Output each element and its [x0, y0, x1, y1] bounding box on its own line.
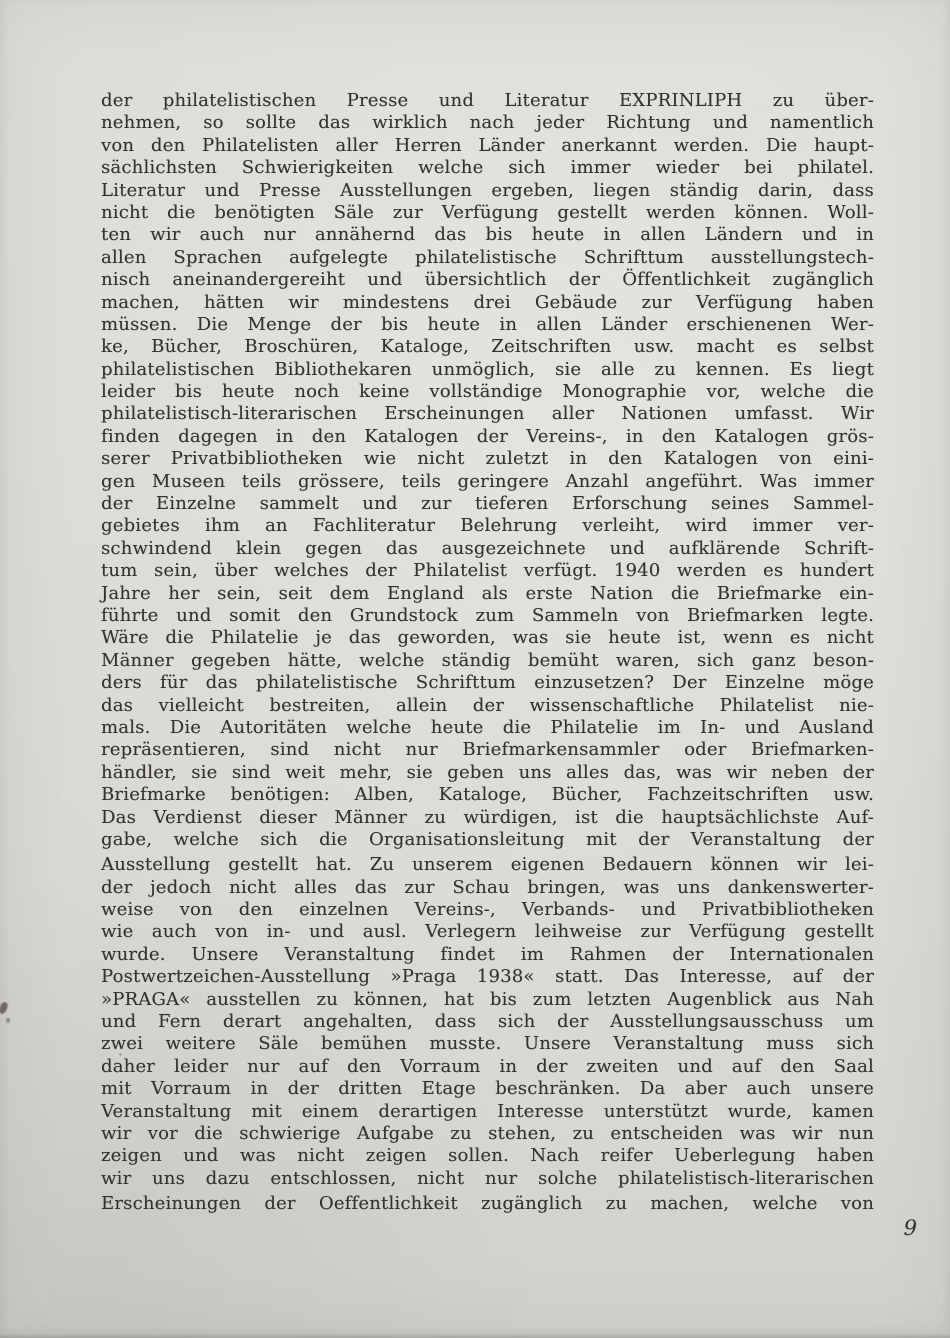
text-line: serer Privatbibliotheken wie nicht zuletzt in den Katalogen von eini-: [101, 448, 874, 470]
text-line: der Einzelne sammelt und zur tieferen Erforschung seines Sammel-: [101, 493, 874, 515]
text-line: ten wir auch nur annähernd das bis heute in allen Ländern und in: [101, 224, 874, 246]
text-line: schwindend klein gegen das ausgezeichnete und aufklärende Schrift-: [101, 537, 874, 559]
text-line: daher leider nur auf den Vorraum in der zweiten und auf den Saal: [101, 1055, 874, 1077]
text-line: repräsentieren, sind nicht nur Briefmarkensammler oder Briefmarken-: [101, 739, 874, 761]
text-line: der philatelistischen Presse und Literatur EXPRINLIPH zu über-: [101, 90, 874, 111]
text-line: Veranstaltung mit einem derartigen Interesse unterstützt wurde, kamen: [101, 1100, 874, 1122]
text-line: sächlichsten Schwierigkeiten welche sich immer wieder bei philatel.: [101, 157, 874, 179]
text-line: nicht die benötigten Säle zur Verfügung gestellt werden können. Woll-: [101, 201, 874, 223]
text-line: Männer gegeben hätte, welche ständig bemüht waren, sich ganz beson-: [101, 649, 874, 671]
text-line: gen Museen teils grössere, teils geringere Anzahl angeführt. Was immer: [101, 470, 874, 492]
text-line: gebietes ihm an Fachliteratur Belehrung verleiht, wird immer ver-: [101, 515, 874, 537]
text-line: »PRAGA« ausstellen zu können, hat bis zum letzten Augenblick aus Nah: [101, 988, 874, 1010]
text-line: wir vor die schwierige Aufgabe zu stehen, zu entscheiden was wir nun: [101, 1122, 874, 1144]
text-line: Jahre her sein, seit dem England als erste Nation die Briefmarke ein-: [101, 582, 874, 604]
text-line: mals. Die Autoritäten welche heute die Philatelie im In- und Ausland: [101, 716, 874, 738]
text-line: gabe, welche sich die Organisationsleitung mit der Veranstaltung der: [101, 828, 874, 850]
text-line: wurde. Unsere Veranstaltung findet im Rahmen der Internationalen: [101, 943, 874, 965]
text-line: leider bis heute noch keine vollständige Monographie vor, welche die: [101, 381, 874, 403]
text-line: ke, Bücher, Broschüren, Kataloge, Zeitschriften usw. macht es selbst: [101, 336, 874, 358]
text-line: und Fern derart angehalten, dass sich der Ausstellungsausschuss um: [101, 1011, 874, 1033]
text-line: finden dagegen in den Katalogen der Vereins-, in den Katalogen grös-: [101, 425, 874, 447]
text-line: Das Verdienst dieser Männer zu würdigen, ist die hauptsächlichste Auf-: [101, 806, 874, 828]
text-line: müssen. Die Menge der bis heute in allen Länder erschienenen Wer-: [101, 313, 874, 335]
text-line: von den Philatelisten aller Herren Länder anerkannt werden. Die haupt-: [101, 134, 874, 156]
text-line: nisch aneinandergereiht und übersichtlich der Öffentlichkeit zugänglich: [101, 269, 874, 291]
text-line: wir uns dazu entschlossen, nicht nur solche philatelistisch-literarischen: [101, 1167, 874, 1189]
page-number: 9: [903, 1216, 917, 1240]
text-line: allen Sprachen aufgelegte philatelistische Schrifttum ausstellungstech-: [101, 246, 874, 268]
text-line: ders für das philatelistische Schrifttum einzusetzen? Der Einzelne möge: [101, 672, 874, 694]
text-line: Briefmarke benötigen: Alben, Kataloge, Bücher, Fachzeitschriften usw.: [101, 784, 874, 806]
text-line: wie auch von in- und ausl. Verlegern leihweise zur Verfügung gestellt: [101, 921, 874, 943]
text-line: tum sein, über welches der Philatelist verfügt. 1940 werden es hundert: [101, 560, 874, 582]
text-line: das vielleicht bestreiten, allein der wissenschaftliche Philatelist nie-: [101, 694, 874, 716]
text-line: der jedoch nicht alles das zur Schau bringen, was uns dankenswerter-: [101, 876, 874, 898]
text-line: philatelistischen Bibliothekaren unmöglich, sie alle zu kennen. Es liegt: [101, 358, 874, 380]
text-line: Erscheinungen der Oeffentlichkeit zugänglich zu machen, welche von: [101, 1193, 874, 1215]
text-line: Wäre die Philatelie je das geworden, was sie heute ist, wenn es nicht: [101, 627, 874, 649]
text-line: weise von den einzelnen Vereins-, Verbands- und Privatbibliotheken: [101, 899, 874, 921]
ink-speck: [6, 1018, 10, 1023]
ink-speck: [0, 1001, 9, 1015]
text-line: nehmen, so sollte das wirklich nach jeder Richtung und namentlich: [101, 112, 874, 134]
text-line: machen, hätten wir mindestens drei Gebäude zur Verfügung haben: [101, 291, 874, 313]
text-line: führte und somit den Grundstock zum Sammeln von Briefmarken legte.: [101, 604, 874, 626]
text-line: philatelistisch-literarischen Erscheinungen aller Nationen umfasst. Wir: [101, 403, 874, 425]
text-line: zeigen und was nicht zeigen sollen. Nach reifer Ueberlegung haben: [101, 1145, 874, 1167]
text-line: Postwertzeichen-Ausstellung »Praga 1938« statt. Das Interesse, auf der: [101, 966, 874, 988]
text-line: Literatur und Presse Ausstellungen ergeben, liegen ständig darin, dass: [101, 179, 874, 201]
text-line: Ausstellung gestellt hat. Zu unserem eigenen Bedauern können wir lei-: [101, 854, 874, 876]
page-text-block: [101, 90, 874, 1216]
text-line: zwei weitere Säle bemühen musste. Unsere Veranstaltung muss sich: [101, 1033, 874, 1055]
text-line: mit Vorraum in der dritten Etage beschränken. Da aber auch unsere: [101, 1078, 874, 1100]
text-line: händler, sie sind weit mehr, sie geben uns alles das, was wir neben der: [101, 761, 874, 783]
